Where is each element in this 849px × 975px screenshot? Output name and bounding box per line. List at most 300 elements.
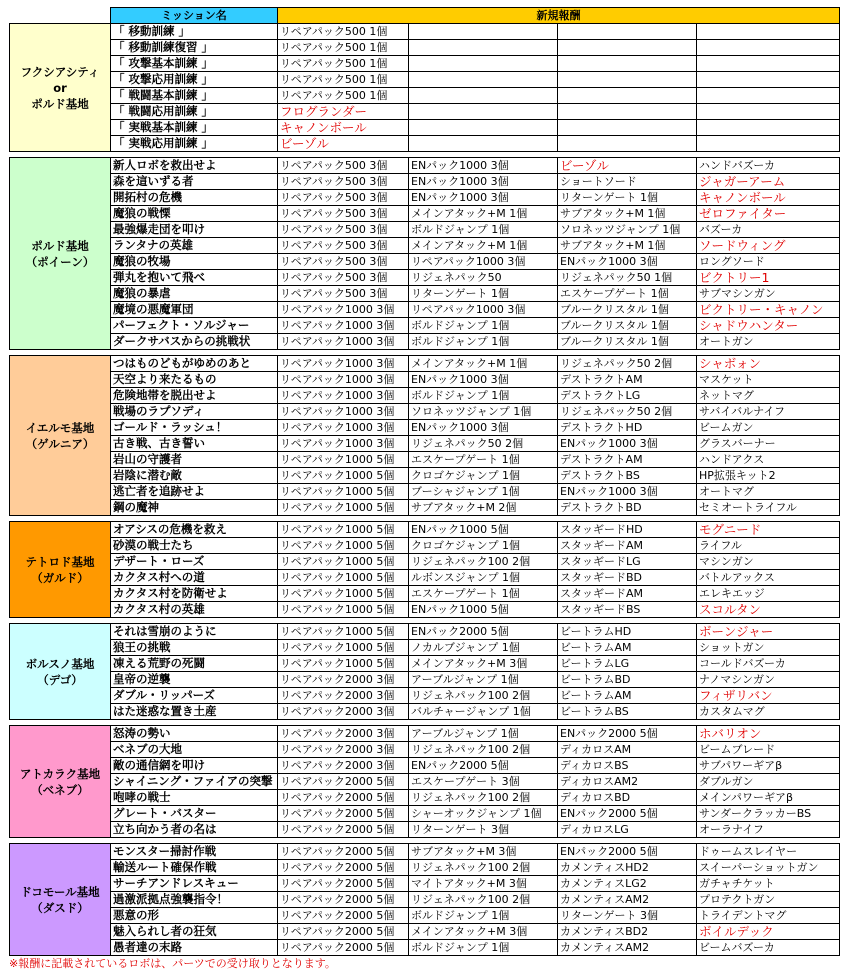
reward-cell bbox=[697, 24, 840, 40]
table-row bbox=[10, 624, 840, 640]
reward-cell: キャノンボール bbox=[278, 120, 409, 136]
reward-cell: ENパック2000 5個 bbox=[409, 624, 558, 640]
reward-cell bbox=[409, 40, 558, 56]
table-row bbox=[10, 774, 840, 790]
table-row bbox=[10, 940, 840, 956]
mission-name-cell: 森を這いずる者 bbox=[111, 174, 278, 190]
reward-cell: ブルークリスタル 1個 bbox=[558, 334, 697, 350]
reward-cell: リペアパック500 3個 bbox=[278, 238, 409, 254]
reward-cell: ボルドジャンプ 1個 bbox=[409, 318, 558, 334]
reward-cell: スタッギードHD bbox=[558, 522, 697, 538]
reward-cell: カスタムマグ bbox=[697, 704, 840, 720]
reward-cell: ブーシャジャンプ 1個 bbox=[409, 484, 558, 500]
location-line: ポルド基地 bbox=[31, 96, 89, 111]
reward-cell: ダブルガン bbox=[697, 774, 840, 790]
table-row bbox=[10, 318, 840, 334]
reward-cell bbox=[409, 24, 558, 40]
mission-name-cell: ランタナの英雄 bbox=[111, 238, 278, 254]
reward-cell: リペアパック500 3個 bbox=[278, 174, 409, 190]
location-line: （ゲルニア） bbox=[25, 436, 95, 451]
table-row bbox=[10, 136, 840, 152]
reward-cell: ENパック1000 3個 bbox=[409, 420, 558, 436]
reward-cell bbox=[409, 120, 558, 136]
table-row bbox=[10, 844, 840, 860]
table-row bbox=[10, 656, 840, 672]
reward-cell: リペアパック500 3個 bbox=[278, 286, 409, 302]
table-row bbox=[10, 790, 840, 806]
mission-name-cell: 天空より来たるもの bbox=[111, 372, 278, 388]
reward-cell: リペアパック1000 5個 bbox=[278, 602, 409, 618]
location-cell bbox=[10, 624, 111, 720]
reward-cell: ENパック1000 5個 bbox=[409, 602, 558, 618]
reward-cell: ビクトリー・キャノン bbox=[697, 302, 840, 318]
reward-cell: アーブルジャンプ 1個 bbox=[409, 672, 558, 688]
reward-cell: フログランダー bbox=[278, 104, 409, 120]
reward-cell: メインアタック+M 1個 bbox=[409, 238, 558, 254]
table-row bbox=[10, 158, 840, 174]
mission-name-cell: 怒涛の勢い bbox=[111, 726, 278, 742]
reward-cell: リジェネパック50 bbox=[409, 270, 558, 286]
mission-name-cell: 悪意の形 bbox=[111, 908, 278, 924]
reward-cell: リペアパック2000 5個 bbox=[278, 860, 409, 876]
location-line: （ベネブ） bbox=[31, 782, 89, 797]
reward-cell: エスケープゲート 3個 bbox=[409, 774, 558, 790]
reward-cell: ボルドジャンプ 1個 bbox=[409, 908, 558, 924]
mission-name-cell: 魔狼の牧場 bbox=[111, 254, 278, 270]
mission-name-cell: 立ち向かう者の名は bbox=[111, 822, 278, 838]
reward-cell: カメンティスAM2 bbox=[558, 940, 697, 956]
reward-cell: ディカロスBD bbox=[558, 790, 697, 806]
reward-cell: シャボォン bbox=[697, 356, 840, 372]
table-row bbox=[10, 500, 840, 516]
reward-cell: ボルドジャンプ 1個 bbox=[409, 940, 558, 956]
reward-cell bbox=[697, 56, 840, 72]
reward-cell: ロングソード bbox=[697, 254, 840, 270]
table-row bbox=[10, 40, 840, 56]
reward-cell: リペアパック1000 5個 bbox=[278, 554, 409, 570]
reward-cell: リペアパック2000 3個 bbox=[278, 688, 409, 704]
reward-cell: ディカロスBS bbox=[558, 758, 697, 774]
reward-cell: リペアパック1000 3個 bbox=[278, 372, 409, 388]
mission-name-cell: 新人ロボを救出せよ bbox=[111, 158, 278, 174]
reward-cell: リジェネパック100 2個 bbox=[409, 742, 558, 758]
reward-cell: リペアパック2000 5個 bbox=[278, 892, 409, 908]
mission-name-cell: カクタス村の英雄 bbox=[111, 602, 278, 618]
mission-reward-table-wrapper bbox=[9, 7, 840, 956]
table-row bbox=[10, 174, 840, 190]
reward-cell bbox=[558, 88, 697, 104]
reward-cell: リペアパック500 1個 bbox=[278, 40, 409, 56]
reward-cell bbox=[697, 104, 840, 120]
mission-name-cell: 戦場のラプソディ bbox=[111, 404, 278, 420]
reward-cell: ボルドジャンプ 1個 bbox=[409, 222, 558, 238]
location-line: （ダスド） bbox=[31, 900, 89, 915]
reward-cell: リターンゲート 3個 bbox=[409, 822, 558, 838]
reward-cell: マシンガン bbox=[697, 554, 840, 570]
table-row bbox=[10, 270, 840, 286]
reward-cell: ガチャチケット bbox=[697, 876, 840, 892]
location-line: フクシアシティ bbox=[20, 64, 100, 79]
table-row bbox=[10, 222, 840, 238]
table-row bbox=[10, 238, 840, 254]
table-row bbox=[10, 120, 840, 136]
reward-cell: ゼロファイター bbox=[697, 206, 840, 222]
reward-cell bbox=[558, 136, 697, 152]
mission-name-cell: 魔狼の戦慄 bbox=[111, 206, 278, 222]
mission-reward-table bbox=[9, 7, 840, 956]
location-line: イエルモ基地 bbox=[25, 420, 95, 435]
reward-cell: リジェネパック50 2個 bbox=[558, 404, 697, 420]
reward-cell: シャドウハンター bbox=[697, 318, 840, 334]
reward-cell: ソロネッツジャンプ 1個 bbox=[558, 222, 697, 238]
mission-name-cell: 弾丸を抱いて飛べ bbox=[111, 270, 278, 286]
reward-cell bbox=[558, 104, 697, 120]
mission-name-cell: 敵の通信網を叩け bbox=[111, 758, 278, 774]
table-row bbox=[10, 586, 840, 602]
mission-name-cell: 「 戦闘基本訓練 」 bbox=[111, 88, 278, 104]
reward-cell: メインアタック+M 1個 bbox=[409, 356, 558, 372]
reward-cell: ナノマシンガン bbox=[697, 672, 840, 688]
table-row bbox=[10, 806, 840, 822]
reward-cell: リペアパック1000 3個 bbox=[409, 302, 558, 318]
reward-cell: メインアタック+M 3個 bbox=[409, 924, 558, 940]
reward-cell: コールドバズーカ bbox=[697, 656, 840, 672]
reward-cell: リペアパック500 3個 bbox=[278, 222, 409, 238]
reward-cell: リペアパック500 1個 bbox=[278, 88, 409, 104]
reward-cell: デストラクトHD bbox=[558, 420, 697, 436]
reward-cell: ビートラムAM bbox=[558, 688, 697, 704]
reward-cell: エスケープゲート 1個 bbox=[558, 286, 697, 302]
reward-cell: リペアパック2000 5個 bbox=[278, 908, 409, 924]
mission-name-cell: 危険地帯を脱出せよ bbox=[111, 388, 278, 404]
reward-cell: ENパック1000 3個 bbox=[409, 372, 558, 388]
reward-column-header: 新規報酬 bbox=[278, 8, 840, 24]
table-row bbox=[10, 334, 840, 350]
table-row bbox=[10, 570, 840, 586]
reward-cell: ビームバズーカ bbox=[697, 940, 840, 956]
footnote: ※報酬に記載されているロボは、パーツでの受け取りとなります。 bbox=[9, 957, 336, 970]
table-row bbox=[10, 404, 840, 420]
mission-name-cell: つはものどもがゆめのあと bbox=[111, 356, 278, 372]
mission-name-cell: 鋼の魔神 bbox=[111, 500, 278, 516]
table-row bbox=[10, 420, 840, 436]
reward-cell: ハンドバズーカ bbox=[697, 158, 840, 174]
location-line: ポルド基地 bbox=[31, 238, 89, 253]
table-row bbox=[10, 356, 840, 372]
table-row bbox=[10, 452, 840, 468]
reward-cell: トライデントマグ bbox=[697, 908, 840, 924]
reward-cell bbox=[697, 40, 840, 56]
location-line: （デゴ） bbox=[37, 672, 83, 687]
mission-name-cell: それは雪崩のように bbox=[111, 624, 278, 640]
reward-cell: ディカロスLG bbox=[558, 822, 697, 838]
table-row bbox=[10, 88, 840, 104]
reward-cell: リペアパック2000 5個 bbox=[278, 940, 409, 956]
mission-name-cell: ゴールド・ラッシュ！ bbox=[111, 420, 278, 436]
reward-cell: ENパック1000 3個 bbox=[558, 254, 697, 270]
reward-cell: リペアパック1000 5個 bbox=[278, 586, 409, 602]
mission-name-cell: 魅入られし者の狂気 bbox=[111, 924, 278, 940]
reward-cell: ビートラムBD bbox=[558, 672, 697, 688]
reward-cell: オートマグ bbox=[697, 484, 840, 500]
reward-cell: リペアパック2000 3個 bbox=[278, 726, 409, 742]
reward-cell bbox=[558, 72, 697, 88]
location-cell bbox=[10, 522, 111, 618]
reward-cell: ホバリオン bbox=[697, 726, 840, 742]
mission-name-cell: 「 攻撃基本訓練 」 bbox=[111, 56, 278, 72]
reward-cell: オーラナイフ bbox=[697, 822, 840, 838]
reward-cell: リペアパック1000 5個 bbox=[278, 656, 409, 672]
reward-cell: バズーカ bbox=[697, 222, 840, 238]
mission-name-cell: モンスター掃討作戦 bbox=[111, 844, 278, 860]
mission-name-cell: ダークサバスからの挑戦状 bbox=[111, 334, 278, 350]
table-row bbox=[10, 602, 840, 618]
reward-cell: エレキエッジ bbox=[697, 586, 840, 602]
reward-cell: ブルークリスタル 1個 bbox=[558, 318, 697, 334]
reward-cell: フィザリバン bbox=[697, 688, 840, 704]
location-cell bbox=[10, 844, 111, 956]
location-cell bbox=[10, 24, 111, 152]
mission-name-cell: 狼王の挑戦 bbox=[111, 640, 278, 656]
reward-cell: ENパック1000 3個 bbox=[558, 436, 697, 452]
reward-cell: メインアタック+M 3個 bbox=[409, 656, 558, 672]
reward-cell: リペアパック500 3個 bbox=[278, 254, 409, 270]
reward-cell: アーブルジャンプ 1個 bbox=[409, 726, 558, 742]
location-cell bbox=[10, 726, 111, 838]
reward-cell: ビートラムHD bbox=[558, 624, 697, 640]
reward-cell: リペアパック1000 5個 bbox=[278, 500, 409, 516]
reward-cell bbox=[697, 88, 840, 104]
table-row bbox=[10, 704, 840, 720]
location-line: （ポイーン） bbox=[25, 254, 95, 269]
table-row bbox=[10, 24, 840, 40]
table-row bbox=[10, 72, 840, 88]
reward-cell: モグニード bbox=[697, 522, 840, 538]
reward-cell bbox=[558, 40, 697, 56]
reward-cell bbox=[558, 56, 697, 72]
table-row bbox=[10, 742, 840, 758]
reward-cell: リペアパック2000 5個 bbox=[278, 774, 409, 790]
reward-cell: リペアパック1000 5個 bbox=[278, 468, 409, 484]
reward-cell: リペアパック2000 5個 bbox=[278, 876, 409, 892]
mission-name-cell: 咆哮の戦士 bbox=[111, 790, 278, 806]
reward-cell: リペアパック1000 5個 bbox=[278, 484, 409, 500]
reward-cell: ライフル bbox=[697, 538, 840, 554]
reward-cell: クロゴケジャンプ 1個 bbox=[409, 468, 558, 484]
reward-cell: リペアパック1000 5個 bbox=[278, 538, 409, 554]
reward-cell: リジェネパック100 2個 bbox=[409, 688, 558, 704]
location-line: テトロド基地 bbox=[25, 554, 95, 569]
table-row bbox=[10, 484, 840, 500]
mission-name-cell: 逃亡者を追跡せよ bbox=[111, 484, 278, 500]
mission-name-cell: パーフェクト・ソルジャー bbox=[111, 318, 278, 334]
mission-name-cell: 輸送ルート確保作戦 bbox=[111, 860, 278, 876]
reward-cell: リペアパック1000 5個 bbox=[278, 522, 409, 538]
mission-name-cell: 砂漠の戦士たち bbox=[111, 538, 278, 554]
reward-cell: デストラクトAM bbox=[558, 372, 697, 388]
reward-cell: リペアパック500 1個 bbox=[278, 72, 409, 88]
reward-cell: ボルドジャンプ 1個 bbox=[409, 388, 558, 404]
table-row bbox=[10, 104, 840, 120]
reward-cell: ENパック1000 3個 bbox=[558, 484, 697, 500]
mission-name-cell: 魔境の悪魔軍団 bbox=[111, 302, 278, 318]
reward-cell: リペアパック2000 5個 bbox=[278, 822, 409, 838]
reward-cell: バトルアックス bbox=[697, 570, 840, 586]
mission-name-cell: オアシスの危機を救え bbox=[111, 522, 278, 538]
mission-name-cell: 「 実戦基本訓練 」 bbox=[111, 120, 278, 136]
reward-cell: ソードウィング bbox=[697, 238, 840, 254]
table-row bbox=[10, 640, 840, 656]
reward-cell: リペアパック1000 3個 bbox=[278, 404, 409, 420]
table-row bbox=[10, 522, 840, 538]
reward-cell: メインアタック+M 1個 bbox=[409, 206, 558, 222]
reward-cell: ショットガン bbox=[697, 640, 840, 656]
reward-cell bbox=[558, 120, 697, 136]
table-row bbox=[10, 726, 840, 742]
reward-cell: HP拡張キット2 bbox=[697, 468, 840, 484]
reward-cell bbox=[697, 136, 840, 152]
reward-cell: サブアタック+M 2個 bbox=[409, 500, 558, 516]
mission-name-cell: 最強爆走団を叩け bbox=[111, 222, 278, 238]
mission-name-cell: 魔狼の暴虐 bbox=[111, 286, 278, 302]
table-row bbox=[10, 892, 840, 908]
reward-cell: リペアパック500 1個 bbox=[278, 24, 409, 40]
mission-name-cell: 皇帝の逆襲 bbox=[111, 672, 278, 688]
reward-cell: カメンティスBD2 bbox=[558, 924, 697, 940]
location-line: アトカラク基地 bbox=[19, 766, 101, 781]
reward-cell: シャーオックジャンプ 1個 bbox=[409, 806, 558, 822]
reward-cell: ENパック2000 5個 bbox=[558, 844, 697, 860]
reward-cell: リターンゲート 3個 bbox=[558, 908, 697, 924]
reward-cell: デストラクトBS bbox=[558, 468, 697, 484]
table-row bbox=[10, 822, 840, 838]
reward-cell: リペアパック2000 5個 bbox=[278, 924, 409, 940]
reward-cell: ENパック2000 5個 bbox=[409, 758, 558, 774]
mission-name-cell: 「 移動訓練 」 bbox=[111, 24, 278, 40]
mission-name-cell: 開拓村の危機 bbox=[111, 190, 278, 206]
reward-cell: メインパワーギアβ bbox=[697, 790, 840, 806]
reward-cell: マイトアタック+M 3個 bbox=[409, 876, 558, 892]
mission-name-cell: 古き戦、古き誓い bbox=[111, 436, 278, 452]
reward-cell: リペアパック500 3個 bbox=[278, 190, 409, 206]
table-row bbox=[10, 876, 840, 892]
reward-cell: リペアパック1000 3個 bbox=[278, 318, 409, 334]
reward-cell: ショートソード bbox=[558, 174, 697, 190]
table-row bbox=[10, 538, 840, 554]
reward-cell: ビートラムBS bbox=[558, 704, 697, 720]
reward-cell: ブルークリスタル 1個 bbox=[558, 302, 697, 318]
reward-cell: ENパック1000 3個 bbox=[409, 174, 558, 190]
table-row bbox=[10, 758, 840, 774]
reward-cell: リペアパック2000 5個 bbox=[278, 844, 409, 860]
table-row bbox=[10, 436, 840, 452]
reward-cell: ディカロスAM bbox=[558, 742, 697, 758]
mission-name-cell: 「 攻撃応用訓練 」 bbox=[111, 72, 278, 88]
reward-cell: ルボンスジャンプ 1個 bbox=[409, 570, 558, 586]
reward-cell: プロテクトガン bbox=[697, 892, 840, 908]
reward-cell bbox=[558, 24, 697, 40]
reward-cell: スタッギードAM bbox=[558, 586, 697, 602]
reward-cell: リペアパック1000 5個 bbox=[278, 624, 409, 640]
reward-cell bbox=[697, 120, 840, 136]
reward-cell: グラスバーナー bbox=[697, 436, 840, 452]
reward-cell: ネットマグ bbox=[697, 388, 840, 404]
reward-cell: リジェネパック50 1個 bbox=[558, 270, 697, 286]
reward-cell bbox=[697, 72, 840, 88]
table-row bbox=[10, 206, 840, 222]
reward-cell: リペアパック1000 5個 bbox=[278, 452, 409, 468]
mission-name-cell: 過激派拠点強襲指令！ bbox=[111, 892, 278, 908]
reward-cell: リペアパック500 3個 bbox=[278, 206, 409, 222]
reward-cell: リペアパック1000 3個 bbox=[278, 388, 409, 404]
location-line: ドコモール基地 bbox=[20, 884, 100, 899]
reward-cell: サンダークラッカーBS bbox=[697, 806, 840, 822]
reward-cell: リペアパック1000 3個 bbox=[278, 420, 409, 436]
reward-cell: エスケープゲート 1個 bbox=[409, 452, 558, 468]
reward-cell: リペアパック1000 5個 bbox=[278, 640, 409, 656]
reward-cell: リペアパック1000 5個 bbox=[278, 570, 409, 586]
table-row bbox=[10, 554, 840, 570]
reward-cell: スタッギードBD bbox=[558, 570, 697, 586]
reward-cell: リペアパック2000 3個 bbox=[278, 672, 409, 688]
reward-cell: リペアパック1000 3個 bbox=[278, 356, 409, 372]
reward-cell: リペアパック2000 3個 bbox=[278, 758, 409, 774]
header-blank-cell bbox=[10, 8, 111, 24]
reward-cell: リペアパック500 1個 bbox=[278, 56, 409, 72]
reward-cell: ボイルデック bbox=[697, 924, 840, 940]
mission-name-cell: シャイニング・ファイアの突撃 bbox=[111, 774, 278, 790]
location-line: ボルスノ基地 bbox=[25, 656, 95, 671]
reward-cell: ビーゾル bbox=[278, 136, 409, 152]
reward-cell: ENパック1000 3個 bbox=[409, 190, 558, 206]
reward-cell: ボルドジャンプ 1個 bbox=[409, 334, 558, 350]
reward-cell: ノカルブジャンプ 1個 bbox=[409, 640, 558, 656]
location-line: （ガルド） bbox=[31, 570, 89, 585]
reward-cell: サブマシンガン bbox=[697, 286, 840, 302]
reward-cell: サブパワーギアβ bbox=[697, 758, 840, 774]
mission-column-header: ミッション名 bbox=[111, 8, 278, 24]
table-row bbox=[10, 286, 840, 302]
reward-cell: サブアタック+M 1個 bbox=[558, 238, 697, 254]
reward-cell: リターンゲート 1個 bbox=[558, 190, 697, 206]
reward-cell: キャノンボール bbox=[697, 190, 840, 206]
table-row bbox=[10, 372, 840, 388]
reward-cell: バルチャージャンプ 1個 bbox=[409, 704, 558, 720]
reward-cell bbox=[409, 104, 558, 120]
reward-cell: ENパック2000 5個 bbox=[558, 806, 697, 822]
location-cell bbox=[10, 158, 111, 350]
reward-cell: マスケット bbox=[697, 372, 840, 388]
header-row bbox=[10, 8, 840, 24]
reward-cell bbox=[409, 72, 558, 88]
table-row bbox=[10, 908, 840, 924]
mission-name-cell: デザート・ローズ bbox=[111, 554, 278, 570]
reward-cell: リペアパック2000 3個 bbox=[278, 704, 409, 720]
table-row bbox=[10, 924, 840, 940]
reward-cell: ビクトリー1 bbox=[697, 270, 840, 286]
table-row bbox=[10, 56, 840, 72]
location-cell bbox=[10, 356, 111, 516]
reward-cell: ハンドアクス bbox=[697, 452, 840, 468]
reward-cell: クロゴケジャンプ 1個 bbox=[409, 538, 558, 554]
mission-name-cell: ダブル・リッパーズ bbox=[111, 688, 278, 704]
reward-cell: ENパック2000 5個 bbox=[558, 726, 697, 742]
mission-name-cell: ベネブの大地 bbox=[111, 742, 278, 758]
reward-cell: ビームブレード bbox=[697, 742, 840, 758]
reward-cell: ENパック1000 3個 bbox=[409, 158, 558, 174]
mission-name-cell: 「 実戦応用訓練 」 bbox=[111, 136, 278, 152]
reward-cell: スイーパーショットガン bbox=[697, 860, 840, 876]
